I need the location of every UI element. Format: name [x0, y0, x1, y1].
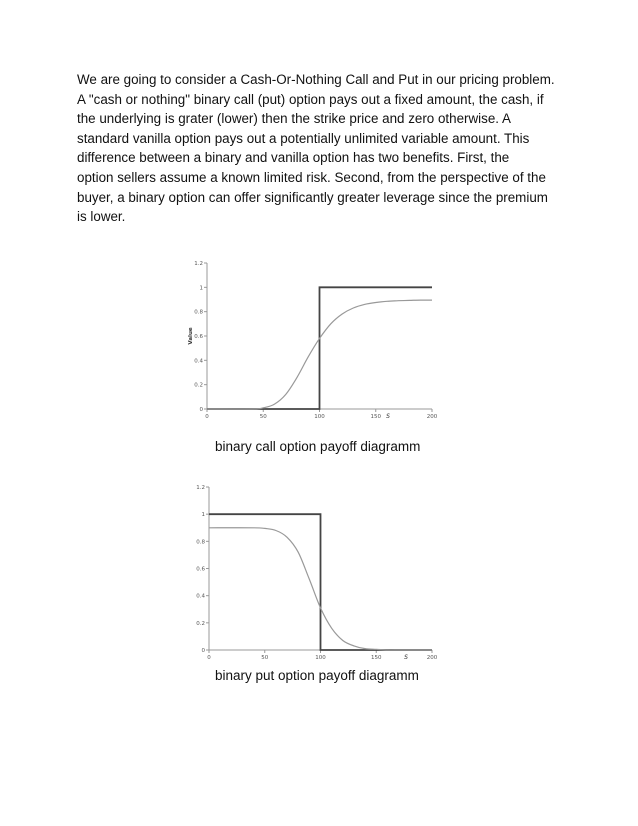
x-axis-label: S [404, 654, 408, 661]
y-tick-label: 0.4 [196, 593, 205, 600]
binary-payoff-line [209, 514, 432, 650]
y-tick-label: 0.4 [194, 358, 203, 365]
y-tick-label: 1.2 [196, 485, 205, 491]
call-chart-caption: binary call option payoff diagramm [215, 439, 421, 454]
paragraph-line: A "cash or nothing" binary call (put) option pays out a fixed amount, the cash, if [77, 91, 544, 107]
y-tick-label: 0.8 [196, 539, 205, 546]
x-tick-label: 0 [205, 414, 209, 420]
paragraph-line: standard vanilla option pays out a potentially unlimited variable amount. This [77, 130, 530, 146]
paragraph-line: difference between a binary and vanilla option has two benefits. First, the [77, 150, 510, 166]
x-tick-label: 100 [315, 655, 326, 661]
x-tick-label: 200 [426, 655, 438, 661]
x-tick-label: 50 [259, 414, 267, 420]
paragraph-line: option sellers assume a known limited risk. Second, from the perspective of the [77, 169, 546, 185]
y-tick-label: 0.6 [196, 566, 205, 573]
x-tick-label: 200 [426, 414, 438, 420]
y-tick-label: 0 [201, 648, 205, 654]
y-tick-label: 1 [199, 285, 203, 292]
binary-payoff-line [207, 287, 432, 409]
y-tick-label: 1 [201, 512, 205, 519]
x-axis-label: S [386, 413, 390, 420]
paragraph-line: buyer, a binary option can offer significantly greater leverage since the premium [77, 189, 548, 205]
x-tick-label: 100 [314, 414, 325, 420]
x-tick-label: 150 [371, 655, 382, 661]
paragraph-line: the underlying is grater (lower) then the strike price and zero otherwise. A [77, 111, 511, 127]
x-tick-label: 150 [370, 414, 381, 420]
y-tick-label: 0.6 [194, 334, 203, 340]
put-payoff-chart [150, 478, 450, 666]
x-tick-label: 50 [261, 655, 269, 661]
paragraph-line: is lower. [77, 209, 126, 225]
y-axis-label: Value [188, 327, 194, 345]
body-paragraph [77, 70, 567, 227]
y-tick-label: 0.2 [196, 620, 205, 627]
call-payoff-chart [150, 252, 450, 432]
y-tick-label: 1.2 [194, 261, 203, 267]
x-tick-label: 0 [207, 655, 211, 661]
y-tick-label: 0.2 [194, 382, 203, 389]
y-tick-label: 0.8 [194, 309, 203, 316]
put-chart-caption: binary put option payoff diagramm [215, 668, 419, 683]
y-tick-label: 0 [199, 407, 203, 413]
paragraph-line: We are going to consider a Cash-Or-Nothing Call and Put in our pricing problem. [77, 72, 555, 87]
